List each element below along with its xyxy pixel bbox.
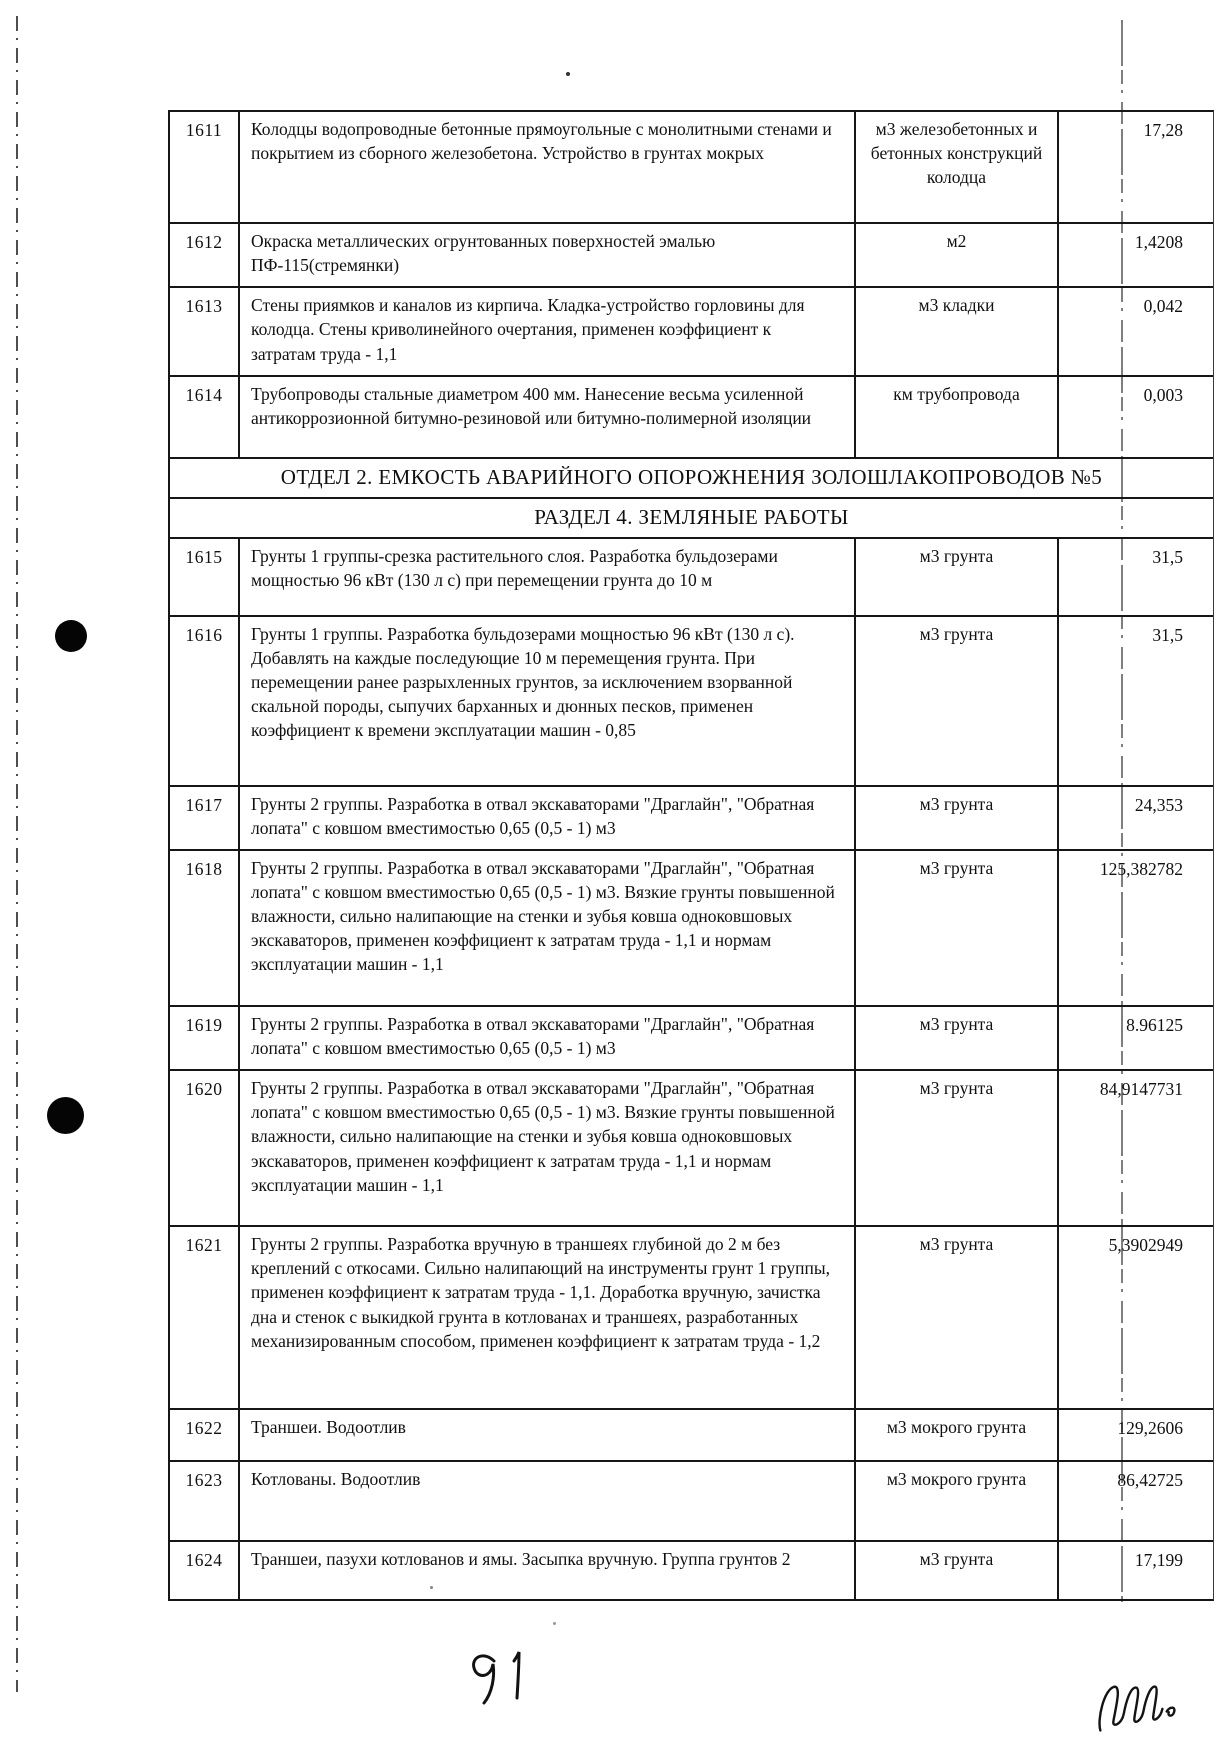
row-number: 1612 — [185, 232, 223, 252]
row-quantity: 17,199 — [1057, 1542, 1213, 1599]
row-quantity: 31,5 — [1057, 539, 1213, 615]
row-description: Стены приямков и каналов из кирпича. Кладка-устройство горловины для колодца. Стены криволинейного очертания, применен коэффициент к затратам труда - 1,1 — [238, 288, 854, 374]
row-number: 1616 — [185, 624, 223, 645]
row-unit: м3 грунта — [854, 539, 1057, 615]
row-number: 1621 — [185, 1235, 223, 1256]
row-quantity: 8.96125 — [1057, 1007, 1213, 1069]
row-description: Котлованы. Водоотлив — [238, 1462, 854, 1540]
row-number: 1620 — [185, 1079, 223, 1100]
row-quantity: 0,003 — [1057, 377, 1213, 457]
table-row — [170, 286, 1213, 374]
table-row — [170, 1005, 1213, 1069]
table-row — [170, 112, 1213, 222]
table-row — [170, 615, 1213, 785]
hole-punch-mark — [47, 1097, 84, 1134]
row-number: 1623 — [185, 1470, 223, 1491]
row-unit: м3 грунта — [854, 1071, 1057, 1225]
row-quantity: 125,382782 — [1057, 851, 1213, 1005]
row-quantity: 5,3902949 — [1057, 1227, 1213, 1408]
row-description: Грунты 2 группы. Разработка в отвал экскаваторами "Драглайн", "Обратная лопата" с ковшом вместимостью 0,65 (0,5 - 1) м3. Вязкие грунты повышенной влажности, сильно налипающие на стенки и зубья ковша одноковшовых экскаваторов, применен коэффициент к затратам труда - 1,1 и нормам эксплуатации машин - 1,1 — [238, 1071, 854, 1225]
row-quantity: 86,42725 — [1057, 1462, 1213, 1540]
row-unit: м3 грунта — [854, 1007, 1057, 1069]
row-number: 1624 — [185, 1550, 223, 1571]
row-description: Грунты 2 группы. Разработка в отвал экскаваторами "Драглайн", "Обратная лопата" с ковшом вместимостью 0,65 (0,5 - 1) м3 — [238, 1007, 854, 1069]
table-row — [170, 785, 1213, 849]
row-quantity: 84,9147731 — [1057, 1071, 1213, 1225]
row-unit: м3 грунта — [854, 851, 1057, 1005]
row-unit: м3 грунта — [854, 617, 1057, 785]
row-unit: м3 грунта — [854, 787, 1057, 849]
row-description: Грунты 2 группы. Разработка в отвал экскаваторами "Драглайн", "Обратная лопата" с ковшом вместимостью 0,65 (0,5 - 1) м3. Вязкие грунты повышенной влажности, сильно налипающие на стенки и зубья ковша одноковшовых экскаваторов, применен коэффициент к затратам труда - 1,1 и нормам эксплуатации машин - 1,1 — [238, 851, 854, 1005]
section-title: ОТДЕЛ 2. ЕМКОСТЬ АВАРИЙНОГО ОПОРОЖНЕНИЯ ЗОЛОШЛАКОПРОВОДОВ №5 — [280, 464, 1103, 489]
row-description: Грунты 2 группы. Разработка вручную в траншеях глубиной до 2 м без креплений с откосами. Сильно налипающий на инструменты грунт 1 группы, применен коэффициент к затратам труда - 1,1. Доработка вручную, зачистка дна и стенок с выкидкой грунта в котлованах и траншеях, разработанных механизированным способом, применен коэффициент к затратам труда - 1,2 — [238, 1227, 854, 1408]
row-quantity: 31,5 — [1057, 617, 1213, 785]
row-quantity: 0,042 — [1057, 288, 1213, 374]
hole-punch-mark — [55, 620, 87, 652]
table-row — [170, 1540, 1213, 1599]
row-number: 1618 — [185, 858, 223, 879]
row-description: Траншеи. Водоотлив — [238, 1410, 854, 1460]
scan-speck — [553, 1622, 556, 1625]
section-title: РАЗДЕЛ 4. ЗЕМЛЯНЫЕ РАБОТЫ — [534, 504, 849, 529]
row-number: 1617 — [185, 794, 223, 815]
row-unit: км трубопровода — [854, 377, 1057, 457]
row-quantity: 1,4208 — [1057, 224, 1213, 286]
table-row — [170, 222, 1213, 286]
row-description: Траншеи, пазухи котлованов и ямы. Засыпка вручную. Группа грунтов 2 — [238, 1542, 854, 1599]
row-number: 1614 — [185, 384, 223, 405]
table-row — [170, 1225, 1213, 1408]
row-unit: м3 мокрого грунта — [854, 1462, 1057, 1540]
row-number: 1619 — [185, 1014, 223, 1035]
estimate-table — [168, 110, 1214, 1601]
row-description: Колодцы водопроводные бетонные прямоугольные с монолитными стенами и покрытием из сборного железобетона. Устройство в грунтах мокрых — [238, 112, 854, 222]
row-unit: м2 — [854, 224, 1057, 286]
section-header-row — [170, 497, 1213, 537]
table-row — [170, 375, 1213, 457]
scan-speck — [566, 72, 570, 76]
handwritten-page-number — [462, 1648, 540, 1712]
row-unit: м3 грунта — [854, 1227, 1057, 1408]
row-description: Грунты 1 группы. Разработка бульдозерами мощностью 96 кВт (130 л с). Добавлять на каждые последующие 10 м перемещения грунта. При перемещении ранее разрыхленных грунтов, за исключением взорванной скальной породы, сыпучих барханных и дюнных песков, применен коэффициент к времени эксплуатации машин - 0,85 — [238, 617, 854, 785]
row-description: Трубопроводы стальные диаметром 400 мм. Нанесение весьма усиленной антикоррозионной битумно-резиновой или битумно-полимерной изоляции — [238, 377, 854, 457]
table-row — [170, 1069, 1213, 1225]
signature-scribble — [1089, 1673, 1194, 1738]
table-row — [170, 849, 1213, 1005]
row-number: 1611 — [185, 120, 223, 140]
row-unit: м3 мокрого грунта — [854, 1410, 1057, 1460]
row-unit: м3 кладки — [854, 288, 1057, 374]
row-number: 1615 — [185, 546, 223, 567]
table-row — [170, 1460, 1213, 1540]
row-unit: м3 железобетонных и бетонных конструкций колодца — [854, 112, 1057, 222]
row-description: Грунты 2 группы. Разработка в отвал экскаваторами "Драглайн", "Обратная лопата" с ковшом вместимостью 0,65 (0,5 - 1) м3 — [238, 787, 854, 849]
row-unit: м3 грунта — [854, 1542, 1057, 1599]
row-quantity: 129,2606 — [1057, 1410, 1213, 1460]
row-quantity: 17,28 — [1057, 112, 1213, 222]
row-number: 1622 — [185, 1418, 223, 1439]
table-row — [170, 1408, 1213, 1460]
section-header-row — [170, 457, 1213, 497]
row-quantity: 24,353 — [1057, 787, 1213, 849]
row-description: Грунты 1 группы-срезка растительного слоя. Разработка бульдозерами мощностью 96 кВт (130 л с) при перемещении грунта до 10 м — [238, 539, 854, 615]
table-row — [170, 537, 1213, 615]
row-description: Окраска металлических огрунтованных поверхностей эмалью ПФ-115(стремянки) — [238, 224, 854, 286]
row-number: 1613 — [185, 296, 223, 317]
